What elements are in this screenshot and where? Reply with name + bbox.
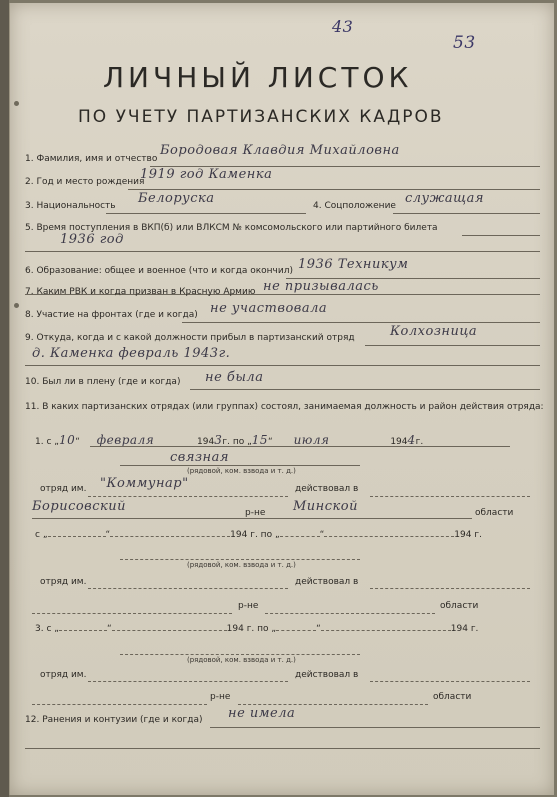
- field-line: [88, 588, 288, 589]
- field-line: [120, 559, 360, 560]
- field-1-value: Бородовая Клавдия Михайловна: [160, 143, 400, 158]
- field-line: [25, 748, 540, 749]
- field-line: [32, 704, 207, 705]
- field-line: [370, 588, 530, 589]
- field-line: [370, 496, 530, 497]
- archive-number-1: 43: [332, 17, 354, 36]
- field-8-label: 8. Участие на фронтах (где и когда): [25, 310, 198, 320]
- unit-3-acted: действовал в: [295, 670, 359, 680]
- field-8-value: не участвовала: [210, 301, 328, 316]
- unit-2-label: отряд им.: [40, 577, 87, 587]
- field-9-value-2: д. Каменка февраль 1943г.: [32, 346, 231, 361]
- unit-1-role-caption: (рядовой, ком. взвода и т. д.): [187, 467, 296, 475]
- field-5-value: 1936 год: [60, 232, 124, 247]
- field-line: [462, 235, 540, 236]
- unit-3-label: отряд им.: [40, 670, 87, 680]
- unit-1-label: отряд им.: [40, 484, 87, 494]
- field-line: [25, 251, 540, 252]
- unit-1-unit-value: "Коммунар": [100, 476, 189, 491]
- field-9-value: Колхозница: [390, 324, 478, 339]
- field-line: [106, 213, 306, 214]
- field-line: [210, 727, 540, 728]
- unit-2-region-label: области: [440, 601, 479, 611]
- document-sheet: [9, 3, 554, 795]
- field-6-value: 1936 Техникум: [298, 257, 409, 272]
- unit-1-dates: 1. с „10“ февраля 1943г. по „15“ июля 1944г.: [35, 433, 424, 447]
- field-line: [88, 496, 288, 497]
- punch-hole: [14, 303, 19, 308]
- unit-2-dates: с „ “ 194 г. по „ “ 194 г.: [35, 530, 482, 540]
- field-line: [393, 213, 540, 214]
- unit-1-district: Борисовский: [32, 499, 127, 514]
- field-12-value: не имела: [228, 706, 296, 721]
- field-10-label: 10. Был ли в плену (где и когда): [25, 377, 181, 387]
- field-line: [365, 345, 540, 346]
- field-11-label: 11. В каких партизанских отрядах (или группах) состоял, занимаемая должность и район действия отряда:: [25, 402, 544, 412]
- unit-2-role-caption: (рядовой, ком. взвода и т. д.): [187, 561, 296, 569]
- field-9-label: 9. Откуда, когда и с какой должности прибыл в партизанский отряд: [25, 333, 355, 343]
- field-7-value: не призывалась: [263, 279, 379, 294]
- unit-1-acted: действовал в: [295, 484, 359, 494]
- field-10-value: не была: [205, 370, 264, 385]
- unit-3-region-label: области: [433, 692, 472, 702]
- unit-1-region: Минской: [293, 499, 358, 514]
- field-3-label: 3. Национальность: [25, 201, 116, 211]
- field-line: [120, 465, 360, 466]
- unit-3-district-label: р-не: [210, 692, 231, 702]
- field-line: [265, 613, 435, 614]
- page-title: ЛИЧНЫЙ ЛИСТОК: [103, 61, 413, 94]
- unit-1-role: связная: [170, 450, 229, 465]
- field-2-value: 1919 год Каменка: [140, 167, 273, 182]
- field-3-value: Белоруска: [138, 191, 215, 206]
- field-6-label: 6. Образование: общее и военное (что и когда окончил): [25, 266, 293, 276]
- unit-3-role-caption: (рядовой, ком. взвода и т. д.): [187, 656, 296, 664]
- binding-shadow: [0, 0, 9, 797]
- page-subtitle: ПО УЧЕТУ ПАРТИЗАНСКИХ КАДРОВ: [78, 107, 444, 127]
- field-5-label: 5. Время поступления в ВКП(б) или ВЛКСМ № комсомольского или партийного билета: [25, 223, 438, 233]
- unit-1-district-label: р-не: [245, 508, 266, 518]
- archive-number-2: 53: [453, 33, 476, 53]
- field-12-label: 12. Ранения и контузии (где и когда): [25, 715, 203, 725]
- field-line: [182, 322, 540, 323]
- field-line: [32, 518, 472, 519]
- field-7-label: 7. Каким РВК и когда призван в Красную Армию: [25, 287, 256, 297]
- field-line: [32, 613, 232, 614]
- field-line: [370, 681, 530, 682]
- unit-3-dates: 3. с „ “ 194 г. по „ “ 194 г.: [35, 624, 479, 634]
- field-line: [25, 365, 540, 366]
- field-1-label: 1. Фамилия, имя и отчество: [25, 154, 158, 164]
- field-line: [128, 189, 540, 190]
- unit-2-acted: действовал в: [295, 577, 359, 587]
- field-4-value: служащая: [405, 191, 484, 206]
- field-2-label: 2. Год и место рождения: [25, 177, 145, 187]
- field-line: [120, 654, 360, 655]
- field-line: [190, 389, 540, 390]
- field-line: [238, 704, 428, 705]
- unit-1-region-label: области: [475, 508, 514, 518]
- unit-2-district-label: р-не: [238, 601, 259, 611]
- punch-hole: [14, 101, 19, 106]
- field-line: [90, 446, 510, 447]
- field-line: [88, 681, 288, 682]
- field-4-label: 4. Соцположение: [313, 201, 396, 211]
